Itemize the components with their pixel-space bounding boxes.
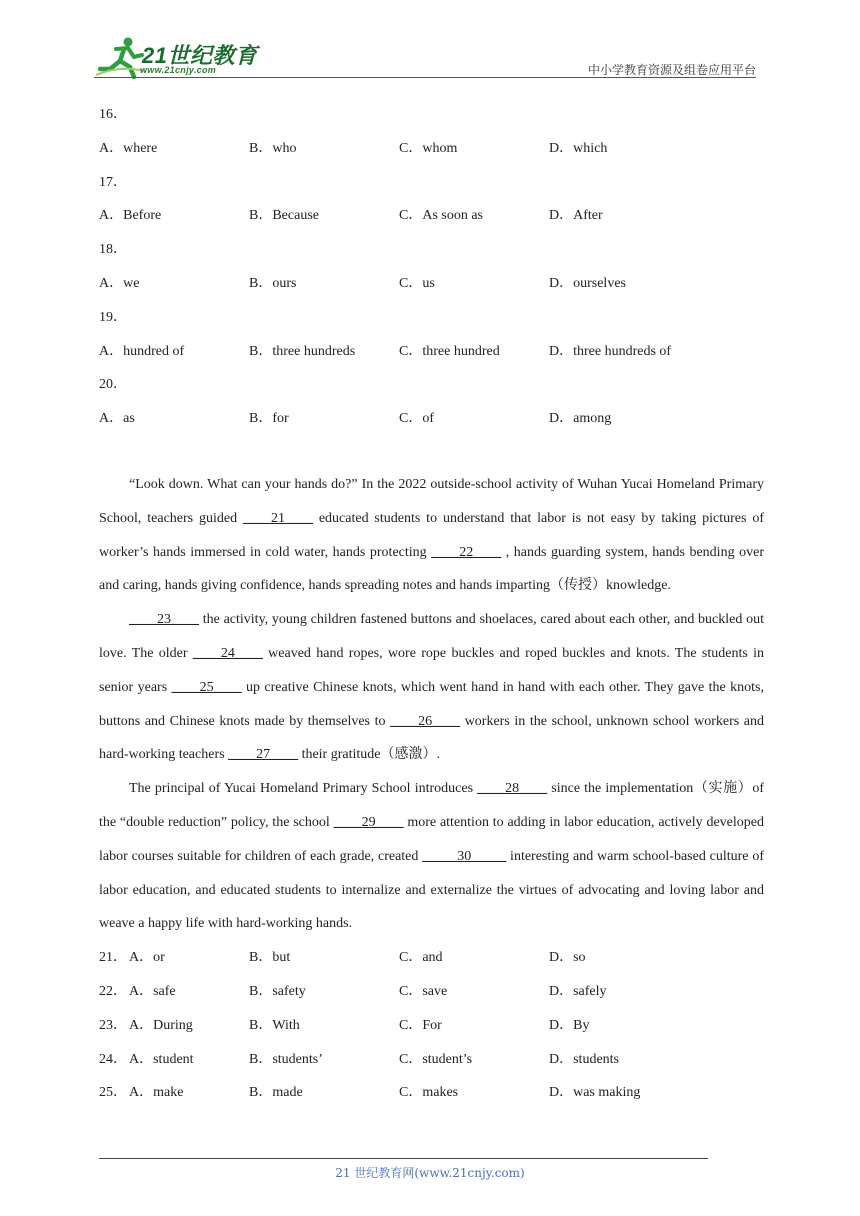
option-c: C．As soon as — [399, 208, 484, 224]
option-c: C．three hundred — [399, 343, 500, 359]
passage-paragraph-1: “Look down. What can your hands do?” In the 2022 outside-school activity of Wuhan Yucai Homeland Primary School, teachers guided ____21____ educated students to understand that labor is not easy by taking pictures of worker’s hands immersed in cold water, hands protecting ____22____ , hands guarding system, hands bending over and caring, hands giving confidence, hands spreading notes and hands imparting（传授）knowledge. — [99, 476, 764, 594]
option-b: B．who — [249, 140, 297, 156]
option-d: D．safely — [549, 983, 607, 999]
blank-25: ____25____ — [171, 679, 242, 695]
blank-29: ____29____ — [333, 814, 404, 830]
footer-link[interactable]: 21 世纪教育网(www.21cnjy.com) — [335, 1166, 525, 1180]
option-c: C．us — [399, 275, 435, 291]
option-d: D．After — [549, 208, 603, 224]
header-divider — [94, 77, 756, 78]
question-number: 24． — [99, 1051, 127, 1067]
platform-title: 中小学教育资源及组卷应用平台 — [587, 63, 756, 77]
option-d: D．By — [549, 1017, 590, 1033]
option-b: B．three hundreds — [249, 343, 356, 359]
blank-22: ____22____ — [431, 544, 502, 560]
page-header — [94, 30, 756, 80]
option-b: B．made — [249, 1085, 303, 1101]
runner-logo-icon — [94, 35, 146, 79]
question-options — [99, 199, 764, 233]
option-d: D．so — [549, 950, 586, 966]
question-options — [99, 335, 764, 369]
option-d: D．among — [549, 411, 612, 427]
question-number: 18． — [99, 242, 127, 258]
option-a: A．During — [129, 1017, 193, 1033]
spacer — [99, 436, 764, 468]
question-options — [99, 1076, 764, 1110]
option-d: D．students — [549, 1051, 619, 1067]
question-number: 21． — [99, 950, 127, 966]
question-number: 23． — [99, 1017, 127, 1033]
option-a: A．Before — [99, 208, 162, 224]
option-a: A．safe — [129, 983, 176, 999]
question-number: 20． — [99, 377, 127, 393]
option-d: D．was making — [549, 1085, 641, 1101]
footer-divider — [99, 1158, 708, 1159]
blank-30: _____30_____ — [422, 848, 507, 864]
option-a: A．student — [129, 1051, 194, 1067]
blank-27: ____27____ — [228, 747, 299, 763]
blank-21: ____21____ — [242, 510, 313, 526]
option-b: B．but — [249, 950, 291, 966]
option-c: C．whom — [399, 140, 458, 156]
logo — [94, 35, 264, 79]
passage-paragraph-3: The principal of Yucai Homeland Primary School introduces ____28____ since the implementation（实施）of the “double reduction” policy, the school ____29____ more attention to adding in labor education, actively developed labor courses suitable for children of each grade, created _____30_____ interesting and warm school-based culture of labor education, and educated students to internalize and externalize the virtues of advocating and loving labor and weave a happy life with hard-working hands. — [99, 781, 765, 932]
option-a: A．or — [129, 950, 165, 966]
blank-24: ____24____ — [192, 645, 263, 661]
option-d: D．ourselves — [549, 275, 626, 291]
question-number: 16． — [99, 107, 127, 122]
option-c: C．makes — [399, 1085, 459, 1101]
option-b: B．Because — [249, 208, 319, 224]
question-number: 17． — [99, 174, 127, 190]
option-b: B．safety — [249, 983, 306, 999]
question-options — [99, 1009, 764, 1043]
question-number: 25． — [99, 1085, 127, 1101]
option-a: A．make — [129, 1085, 184, 1101]
option-d: D．which — [549, 140, 608, 156]
passage-paragraph-2: ____23____ the activity, young children fastened buttons and shoelaces, cared about each other, and buckled out love. The older ____24____ weaved hand ropes, wore rope buckles and roped buckles and knots. The students in senior years ____25____ up creative Chinese knots, which went hand in hand with each other. They gave the knots, buttons and Chinese knots made by themselves to ____26____ workers in the school, unknown school workers and hard-working teachers ____27____ their gratitude（感激）. — [99, 612, 764, 763]
option-c: C．student’s — [399, 1051, 473, 1067]
option-a: A．we — [99, 275, 140, 291]
blank-28: ____28____ — [477, 781, 548, 797]
option-c: C．of — [399, 411, 434, 427]
option-b: B．With — [249, 1017, 300, 1033]
option-a: A．where — [99, 140, 158, 156]
logo-url: www.21cnjy.com — [140, 65, 217, 75]
blank-23: ____23____ — [129, 612, 199, 628]
question-number: 19． — [99, 309, 127, 325]
question-options — [99, 941, 764, 975]
question-options — [99, 267, 764, 301]
option-a: A．hundred of — [99, 343, 185, 359]
blank-26: ____26____ — [390, 713, 461, 729]
document-body — [99, 98, 764, 1110]
logo-text: 21世纪教育 — [142, 43, 258, 68]
question-options — [99, 1043, 764, 1077]
option-c: C．For — [399, 1017, 442, 1033]
question-options — [99, 975, 764, 1009]
option-d: D．three hundreds of — [549, 343, 672, 359]
option-b: B．for — [249, 411, 289, 427]
question-number: 22． — [99, 983, 127, 999]
option-c: C．and — [399, 950, 443, 966]
option-c: C．save — [399, 983, 448, 999]
question-options — [99, 132, 764, 166]
option-b: B．students’ — [249, 1051, 323, 1067]
option-b: B．ours — [249, 275, 297, 291]
option-a: A．as — [99, 411, 135, 427]
question-options — [99, 402, 764, 436]
